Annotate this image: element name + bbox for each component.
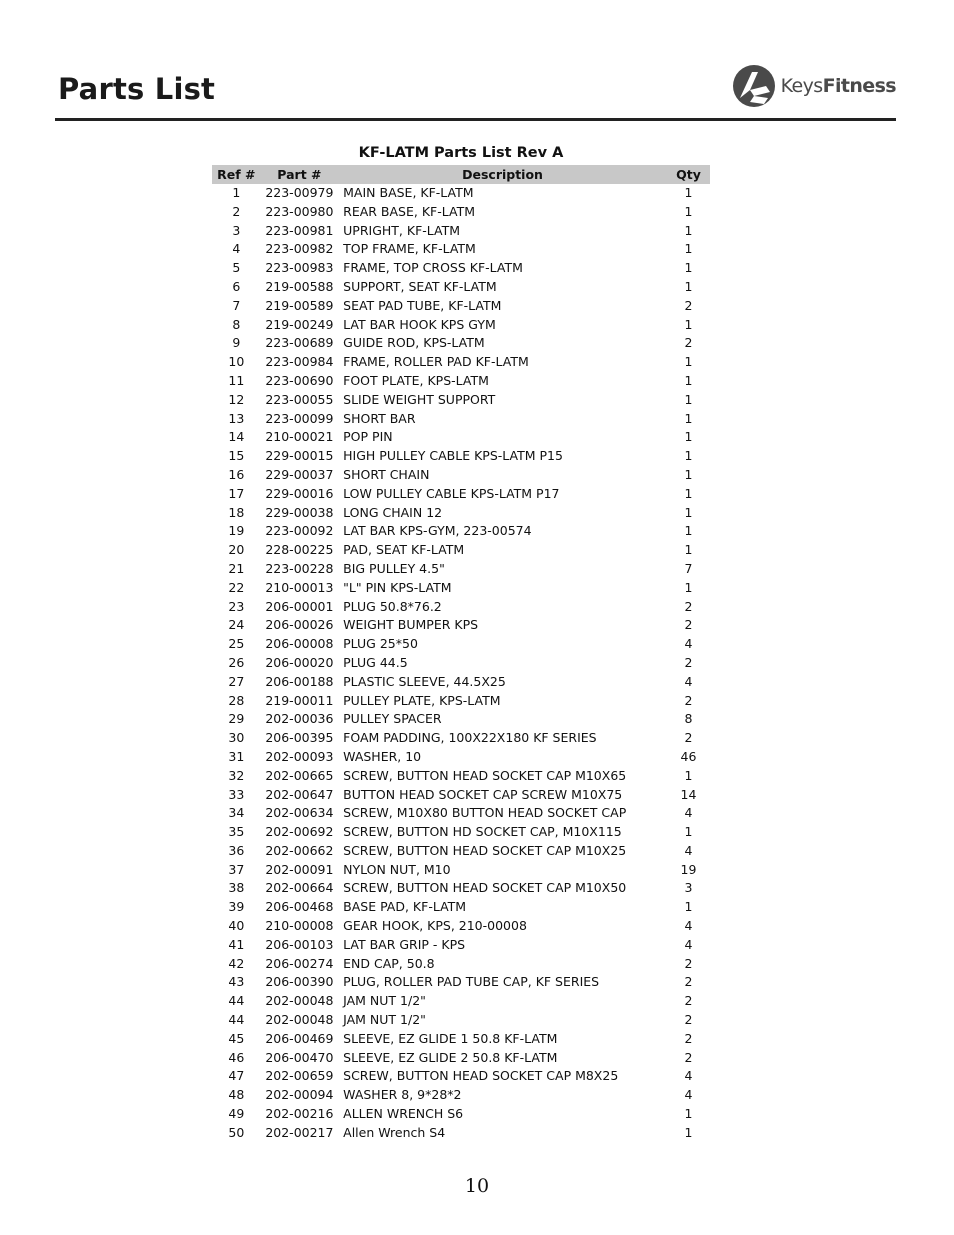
table-row: [212, 692, 710, 711]
cell-description: MAIN BASE, KF-LATM: [343, 185, 474, 200]
cell-ref: 45: [228, 1030, 245, 1046]
column-header-description: Description: [338, 165, 667, 184]
cell-ref: 41: [228, 936, 245, 952]
table-row: [212, 1124, 710, 1143]
cell-qty: 1: [684, 391, 693, 407]
cell-description: GEAR HOOK, KPS, 210-00008: [343, 918, 527, 934]
table-row: [212, 673, 710, 692]
cell-qty: 4: [684, 1068, 693, 1084]
table-row: [212, 767, 710, 786]
cell-ref: 36: [228, 842, 245, 858]
table-row: [212, 504, 710, 523]
table-row: [212, 410, 710, 429]
cell-ref: 15: [228, 448, 245, 464]
cell-description: WEIGHT BUMPER KPS: [343, 617, 479, 633]
table-row: [212, 1030, 710, 1049]
cell-ref: 21: [228, 560, 245, 576]
column-header-ref: Ref #: [212, 165, 261, 184]
cell-part-number: 202-00665: [265, 767, 334, 783]
cell-description: LAT BAR HOOK KPS GYM: [343, 316, 496, 332]
cell-part-number: 210-00008: [265, 918, 334, 934]
cell-part-number: 202-00048: [265, 993, 334, 1009]
cell-qty: 1: [684, 354, 693, 370]
cell-part-number: 219-00249: [265, 316, 334, 332]
cell-part-number: 223-00228: [265, 560, 334, 576]
table-row: [212, 898, 710, 917]
table-row: [212, 635, 710, 654]
table-row: [212, 222, 710, 241]
cell-description: SEAT PAD TUBE, KF-LATM: [343, 297, 502, 313]
table-row: [212, 973, 710, 992]
cell-ref: 13: [228, 410, 245, 426]
cell-ref: 29: [228, 711, 245, 727]
cell-qty: 2: [684, 1049, 693, 1065]
cell-description: POP PIN: [343, 429, 393, 445]
cell-ref: 10: [228, 354, 245, 370]
cell-qty: 1: [684, 767, 693, 783]
cell-description: SHORT CHAIN: [343, 466, 430, 482]
table-row: [212, 278, 710, 297]
table-row: [212, 654, 710, 673]
cell-qty: 1: [684, 185, 693, 200]
table-row: [212, 598, 710, 617]
cell-description: FOOT PLATE, KPS-LATM: [343, 372, 489, 388]
cell-qty: 2: [684, 617, 693, 633]
cell-description: SLEEVE, EZ GLIDE 1 50.8 KF-LATM: [343, 1030, 558, 1046]
cell-ref: 37: [228, 861, 245, 877]
cell-description: BASE PAD, KF-LATM: [343, 899, 467, 915]
table-row: [212, 447, 710, 466]
cell-description: FRAME, ROLLER PAD KF-LATM: [343, 354, 529, 370]
cell-part-number: 202-00664: [265, 880, 334, 896]
cell-description: END CAP, 50.8: [343, 955, 435, 971]
cell-ref: 46: [228, 1049, 245, 1065]
cell-ref: 4: [232, 241, 241, 257]
cell-qty: 2: [684, 1012, 693, 1028]
keys-fitness-logo-icon: [732, 64, 776, 108]
cell-description: FRAME, TOP CROSS KF-LATM: [343, 260, 523, 276]
cell-part-number: 223-00055: [265, 391, 334, 407]
cell-qty: 1: [684, 1106, 693, 1122]
cell-ref: 17: [228, 485, 245, 501]
cell-description: PLUG 25*50: [343, 636, 418, 652]
cell-ref: 3: [232, 222, 241, 238]
cell-part-number: 202-00048: [265, 1012, 334, 1028]
cell-ref: 25: [228, 636, 245, 652]
cell-ref: 5: [232, 260, 241, 276]
cell-description: JAM NUT 1/2": [343, 993, 426, 1009]
table-row: [212, 353, 710, 372]
cell-part-number: 202-00634: [265, 805, 334, 821]
cell-qty: 1: [684, 1124, 693, 1140]
cell-description: PLASTIC SLEEVE, 44.5X25: [343, 673, 506, 689]
cell-part-number: 223-00979: [265, 185, 334, 200]
cell-ref: 20: [228, 542, 245, 558]
cell-description: UPRIGHT, KF-LATM: [343, 222, 461, 238]
table-row: [212, 616, 710, 635]
cell-part-number: 202-00216: [265, 1106, 334, 1122]
page-number: 10: [464, 1175, 490, 1197]
cell-ref: 31: [228, 748, 245, 764]
table-row: [212, 917, 710, 936]
cell-part-number: 223-00982: [265, 241, 334, 257]
cell-ref: 18: [228, 504, 245, 520]
cell-ref: 50: [228, 1124, 245, 1140]
cell-qty: 1: [684, 448, 693, 464]
cell-description: LAT BAR GRIP - KPS: [343, 936, 466, 952]
cell-part-number: 219-00588: [265, 278, 334, 294]
cell-ref: 9: [232, 335, 241, 351]
cell-description: TOP FRAME, KF-LATM: [343, 241, 476, 257]
cell-description: SCREW, BUTTON HEAD SOCKET CAP M8X25: [343, 1068, 619, 1084]
cell-qty: 1: [684, 542, 693, 558]
cell-qty: 2: [684, 1030, 693, 1046]
table-header-row: [212, 165, 710, 184]
cell-part-number: 229-00015: [265, 448, 334, 464]
cell-part-number: 223-00980: [265, 203, 334, 219]
table-row: [212, 466, 710, 485]
cell-qty: 4: [684, 936, 693, 952]
cell-description: FOAM PADDING, 100X22X180 KF SERIES: [343, 730, 597, 746]
cell-ref: 8: [232, 316, 241, 332]
table-row: [212, 729, 710, 748]
cell-ref: 1: [232, 185, 241, 200]
cell-ref: 38: [228, 880, 245, 896]
cell-description: "L" PIN KPS-LATM: [343, 579, 452, 595]
table-row: [212, 955, 710, 974]
cell-part-number: 223-00099: [265, 410, 334, 426]
cell-ref: 48: [228, 1087, 245, 1103]
cell-part-number: 223-00984: [265, 354, 334, 370]
cell-ref: 6: [232, 278, 241, 294]
table-row: [212, 541, 710, 560]
cell-qty: 7: [684, 560, 693, 576]
cell-qty: 2: [684, 297, 693, 313]
table-row: [212, 297, 710, 316]
cell-qty: 2: [684, 654, 693, 670]
cell-ref: 19: [228, 523, 245, 539]
cell-qty: 1: [684, 523, 693, 539]
cell-qty: 1: [684, 899, 693, 915]
cell-ref: 44: [228, 1012, 245, 1028]
table-row: [212, 861, 710, 880]
cell-qty: 8: [684, 711, 693, 727]
cell-qty: 1: [684, 203, 693, 219]
cell-qty: 4: [684, 918, 693, 934]
cell-part-number: 228-00225: [265, 542, 334, 558]
cell-description: NYLON NUT, M10: [343, 861, 451, 877]
page-title: Parts List: [58, 72, 216, 106]
cell-qty: 4: [684, 842, 693, 858]
cell-part-number: 202-00662: [265, 842, 334, 858]
brand-logo: [732, 64, 896, 108]
cell-qty: 4: [684, 673, 693, 689]
table-row: [212, 823, 710, 842]
cell-description: BIG PULLEY 4.5": [343, 560, 445, 576]
table-row: [212, 786, 710, 805]
table-row: [212, 748, 710, 767]
cell-description: SCREW, BUTTON HEAD SOCKET CAP M10X65: [343, 767, 627, 783]
table-row: [212, 428, 710, 447]
cell-part-number: 206-00274: [265, 955, 334, 971]
cell-part-number: 229-00038: [265, 504, 334, 520]
cell-description: PULLEY PLATE, KPS-LATM: [343, 692, 501, 708]
table-row: [212, 372, 710, 391]
cell-description: SHORT BAR: [343, 410, 416, 426]
table-row: [212, 579, 710, 598]
cell-qty: 1: [684, 410, 693, 426]
cell-part-number: 206-00395: [265, 730, 334, 746]
cell-qty: 2: [684, 598, 693, 614]
cell-ref: 2: [232, 203, 241, 219]
table-row: [212, 259, 710, 278]
cell-part-number: 229-00037: [265, 466, 334, 482]
cell-part-number: 202-00647: [265, 786, 334, 802]
cell-qty: 2: [684, 993, 693, 1009]
table-row: [212, 334, 710, 353]
table-row: [212, 203, 710, 222]
table-row: [212, 1049, 710, 1068]
cell-ref: 47: [228, 1068, 245, 1084]
cell-ref: 42: [228, 955, 245, 971]
parts-table-body: [212, 184, 710, 1143]
cell-part-number: 202-00093: [265, 748, 334, 764]
cell-part-number: 229-00016: [265, 485, 334, 501]
cell-description: PLUG 50.8*76.2: [343, 598, 442, 614]
table-row: [212, 936, 710, 955]
column-header-qty: Qty: [667, 165, 710, 184]
cell-ref: 35: [228, 824, 245, 840]
cell-qty: 1: [684, 278, 693, 294]
table-row: [212, 879, 710, 898]
cell-part-number: 206-00188: [265, 673, 334, 689]
cell-ref: 30: [228, 730, 245, 746]
table-row: [212, 1067, 710, 1086]
cell-description: SCREW, BUTTON HEAD SOCKET CAP M10X25: [343, 842, 627, 858]
cell-description: WASHER 8, 9*28*2: [343, 1087, 462, 1103]
cell-qty: 2: [684, 955, 693, 971]
cell-description: JAM NUT 1/2": [343, 1012, 426, 1028]
cell-qty: 4: [684, 636, 693, 652]
table-row: [212, 1011, 710, 1030]
cell-description: PLUG 44.5: [343, 654, 408, 670]
cell-qty: 1: [684, 222, 693, 238]
cell-description: PAD, SEAT KF-LATM: [343, 542, 465, 558]
cell-ref: 27: [228, 673, 245, 689]
cell-ref: 12: [228, 391, 245, 407]
table-row: [212, 184, 710, 203]
table-row: [212, 1105, 710, 1124]
cell-description: WASHER, 10: [343, 748, 422, 764]
cell-description: SCREW, BUTTON HEAD SOCKET CAP M10X50: [343, 880, 627, 896]
cell-part-number: 223-00690: [265, 372, 334, 388]
cell-qty: 1: [684, 579, 693, 595]
cell-part-number: 206-00103: [265, 936, 334, 952]
cell-part-number: 202-00217: [265, 1124, 334, 1140]
cell-description: SLIDE WEIGHT SUPPORT: [343, 391, 496, 407]
cell-ref: 7: [232, 297, 241, 313]
cell-description: ALLEN WRENCH S6: [343, 1106, 464, 1122]
cell-ref: 14: [228, 429, 245, 445]
table-row: [212, 316, 710, 335]
cell-qty: 1: [684, 241, 693, 257]
cell-part-number: 206-00020: [265, 654, 334, 670]
cell-qty: 1: [684, 316, 693, 332]
cell-ref: 32: [228, 767, 245, 783]
cell-description: LAT BAR KPS-GYM, 223-00574: [343, 523, 532, 539]
cell-qty: 3: [684, 880, 693, 896]
page-header: [55, 60, 896, 121]
cell-description: SLEEVE, EZ GLIDE 2 50.8 KF-LATM: [343, 1049, 558, 1065]
cell-part-number: 206-00026: [265, 617, 334, 633]
cell-ref: 40: [228, 918, 245, 934]
cell-part-number: 210-00013: [265, 579, 334, 595]
cell-part-number: 206-00390: [265, 974, 334, 990]
cell-part-number: 206-00469: [265, 1030, 334, 1046]
cell-part-number: 206-00001: [265, 598, 334, 614]
cell-qty: 1: [684, 260, 693, 276]
cell-ref: 39: [228, 899, 245, 915]
cell-description: SCREW, BUTTON HD SOCKET CAP, M10X115: [343, 824, 622, 840]
cell-qty: 46: [680, 748, 697, 764]
table-row: [212, 992, 710, 1011]
cell-part-number: 219-00011: [265, 692, 334, 708]
cell-part-number: 219-00589: [265, 297, 334, 313]
cell-qty: 4: [684, 805, 693, 821]
table-row: [212, 804, 710, 823]
cell-part-number: 202-00659: [265, 1068, 334, 1084]
cell-ref: 16: [228, 466, 245, 482]
cell-qty: 1: [684, 372, 693, 388]
table-row: [212, 1086, 710, 1105]
cell-part-number: 223-00689: [265, 335, 334, 351]
cell-part-number: 202-00091: [265, 861, 334, 877]
cell-ref: 34: [228, 805, 245, 821]
cell-ref: 28: [228, 692, 245, 708]
parts-table: [212, 165, 710, 1143]
cell-qty: 2: [684, 974, 693, 990]
cell-part-number: 223-00092: [265, 523, 334, 539]
cell-description: BUTTON HEAD SOCKET CAP SCREW M10X75: [343, 786, 623, 802]
cell-qty: 2: [684, 730, 693, 746]
cell-part-number: 202-00692: [265, 824, 334, 840]
cell-description: HIGH PULLEY CABLE KPS-LATM P15: [343, 448, 563, 464]
cell-part-number: 206-00470: [265, 1049, 334, 1065]
logo-wordmark: KeysFitness: [780, 75, 896, 97]
cell-qty: 1: [684, 485, 693, 501]
cell-qty: 4: [684, 1087, 693, 1103]
cell-ref: 23: [228, 598, 245, 614]
cell-qty: 2: [684, 335, 693, 351]
cell-part-number: 202-00036: [265, 711, 334, 727]
cell-description: GUIDE ROD, KPS-LATM: [343, 335, 485, 351]
cell-qty: 19: [680, 861, 697, 877]
cell-ref: 49: [228, 1106, 245, 1122]
cell-part-number: 223-00981: [265, 222, 334, 238]
cell-ref: 11: [228, 372, 245, 388]
cell-qty: 1: [684, 429, 693, 445]
cell-description: Allen Wrench S4: [343, 1124, 446, 1140]
cell-qty: 1: [684, 466, 693, 482]
cell-ref: 33: [228, 786, 245, 802]
cell-ref: 24: [228, 617, 245, 633]
table-row: [212, 842, 710, 861]
column-header-part: Part #: [261, 165, 338, 184]
cell-ref: 44: [228, 993, 245, 1009]
cell-part-number: 223-00983: [265, 260, 334, 276]
cell-part-number: 206-00468: [265, 899, 334, 915]
table-row: [212, 485, 710, 504]
cell-ref: 43: [228, 974, 245, 990]
cell-part-number: 206-00008: [265, 636, 334, 652]
table-row: [212, 710, 710, 729]
cell-qty: 2: [684, 692, 693, 708]
cell-qty: 1: [684, 504, 693, 520]
table-row: [212, 240, 710, 259]
table-row: [212, 391, 710, 410]
cell-ref: 26: [228, 654, 245, 670]
cell-description: SCREW, M10X80 BUTTON HEAD SOCKET CAP: [343, 805, 627, 821]
table-row: [212, 560, 710, 579]
table-row: [212, 522, 710, 541]
cell-ref: 22: [228, 579, 245, 595]
cell-description: LOW PULLEY CABLE KPS-LATM P17: [343, 485, 560, 501]
cell-part-number: 210-00021: [265, 429, 334, 445]
table-title: KF-LATM Parts List Rev A: [358, 145, 564, 161]
cell-qty: 1: [684, 824, 693, 840]
cell-description: PLUG, ROLLER PAD TUBE CAP, KF SERIES: [343, 974, 600, 990]
cell-description: REAR BASE, KF-LATM: [343, 203, 475, 219]
cell-qty: 14: [680, 786, 697, 802]
cell-part-number: 202-00094: [265, 1087, 334, 1103]
cell-description: PULLEY SPACER: [343, 711, 442, 727]
cell-description: LONG CHAIN 12: [343, 504, 443, 520]
cell-description: SUPPORT, SEAT KF-LATM: [343, 278, 497, 294]
